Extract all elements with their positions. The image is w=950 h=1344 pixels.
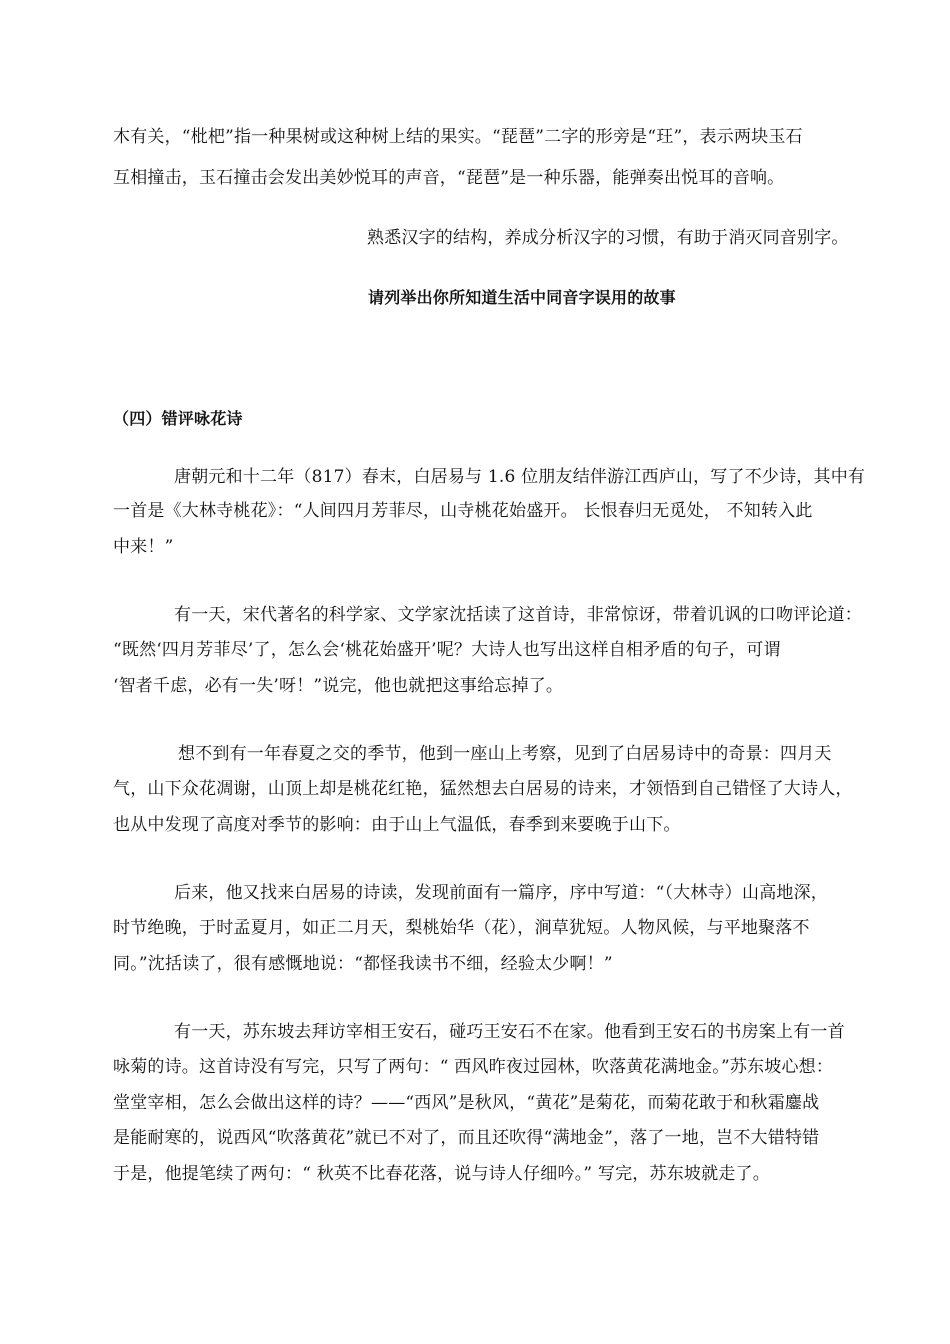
text-line: 想不到有一年春夏之交的季节，他到一座山上考察，见到了白居易诗中的奇景：四月天 (178, 744, 832, 764)
section-heading: （四）错评咏花诗 (113, 409, 243, 428)
text-line: 同。”沈括读了，很有感慨地说：“都怪我读书不细，经验太少啊！” (113, 954, 613, 974)
text-line: 唐朝元和十二年（817）春末，白居易与 1.6 位朋友结伴游江西庐山，写了不少诗，其中有 (174, 467, 866, 487)
text-line: ‘智者千虑，必有一失’呀！”说完，他也就把这事给忘掉了。 (113, 676, 564, 696)
text-line: 一首是《大林寺桃花》：“人间四月芳菲尽，山寺桃花始盛开。 长恨春归无觅处， 不知转入此 (113, 501, 813, 521)
text-line: 后来，他又找来白居易的诗读，发现前面有一篇序，序中写道：“（大林寺）山高地深， (174, 883, 828, 903)
text-line: 熟悉汉字的结构，养成分析汉字的习惯，有助于消灭同音别字。 (367, 228, 849, 248)
prompt-heading: 请列举出你所知道生活中同音字误用的故事 (368, 288, 676, 307)
text-line: “既然‘四月芳菲尽’了，怎么会‘桃花始盛开’呢？大诗人也写出这样自相矛盾的句子，可谓 (113, 640, 781, 660)
text-line: 时节绝晚，于时孟夏月，如正二月天，梨桃始华（花），涧草犹短。人物风候，与平地聚落不 (113, 918, 810, 938)
text-line: 咏菊的诗。这首诗没有写完，只写了两句：“ 西风昨夜过园林，吹落黄花满地金。”苏东坡心想： (113, 1057, 834, 1077)
text-line: 有一天，苏东坡去拜访宰相王安石，碰巧王安石不在家。他看到王安石的书房案上有一首 (174, 1022, 845, 1042)
text-line: 堂堂宰相，怎么会做出这样的诗？——“西风”是秋风，“黄花”是菊花，而菊花敢于和秋霜鏖战 (113, 1093, 820, 1113)
text-line: 互相撞击，玉石撞击会发出美妙悦耳的声音，“琵琶”是一种乐器，能弹奏出悦耳的音响。 (113, 168, 785, 188)
text-line: 气，山下众花凋谢，山顶上却是桃花红艳，猛然想去白居易的诗来，才领悟到自己错怪了大诗人， (113, 779, 853, 799)
text-line: 中来！” (113, 537, 174, 557)
text-line: 木有关，“枇杷”指一种果树或这种树上结的果实。“琵琶”二字的形旁是“玨”，表示两块玉石 (113, 127, 803, 147)
text-line: 于是，他提笔续了两句：“ 秋英不比春花落，说与诗人仔细吟。” 写完，苏东坡就走了。 (113, 1164, 770, 1184)
text-line: 是能耐寒的，说西风“吹落黄花”就已不对了，而且还吹得“满地金”，落了一地，岂不大错特错 (113, 1128, 820, 1148)
text-line: 有一天，宋代著名的科学家、文学家沈括读了这首诗，非常惊讶，带着讥讽的口吻评论道： (174, 605, 862, 625)
text-line: 也从中发现了高度对季节的影响：由于山上气温低，春季到来要晚于山下。 (113, 815, 681, 835)
